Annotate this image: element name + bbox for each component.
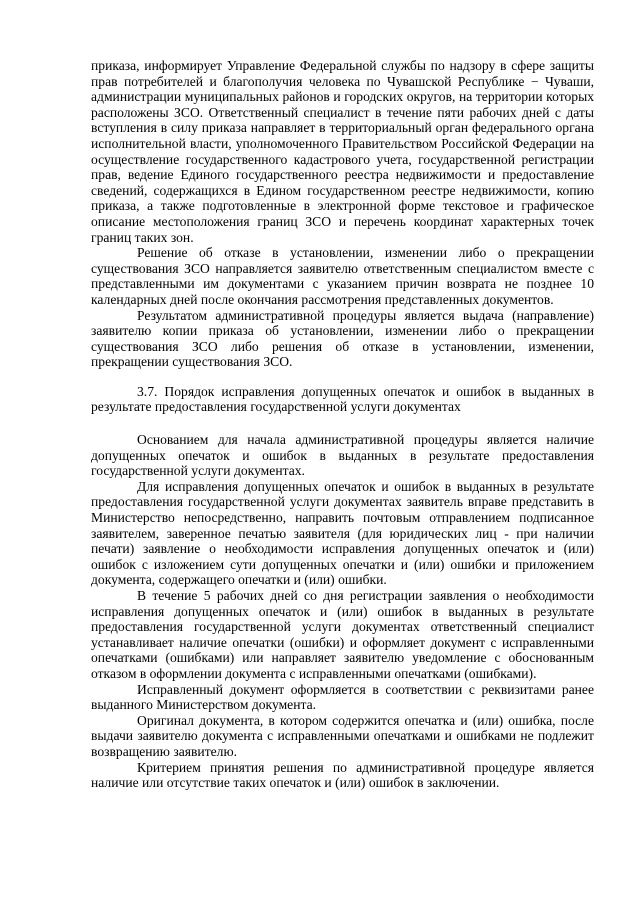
paragraph-decision-criterion: Критерием принятия решения по административной процедуре является наличие или отсутствие таких опечаток и (или) ошибок в заключении.: [91, 759, 594, 791]
paragraph-notification-of-authorities: приказа, информирует Управление Федеральной службы по надзору в сфере защиты прав потребителей и благополучия человека по Чувашской Республике − Чуваши, администрации муниципальных районов и городских округов, на территории которых расположены ЗСО. Ответственный специалист в течение пяти рабочих дней с даты вступления в силу приказа направляет в территориальный орган федерального органа исполнительной власти, уполномоченного Правительством Российской Федерации на осуществление государственного кадастрового учета, государственной регистрации прав, ведение Единого государственного реестра недвижимости и предоставление сведений, содержащихся в Едином государственном реестре недвижимости, копию приказа, а также подготовленные в электронной форме текстовое и графическое описание местоположения границ ЗСО и перечень координат характерных точек границ таких зон.: [91, 58, 594, 245]
paragraph-procedure-basis: Основанием для начала административной процедуры является наличие допущенных опечаток и ошибок в выданных в результате предоставления государственной услуги документах.: [91, 432, 594, 479]
paragraph-original-not-returned: Оригинал документа, в котором содержится опечатка и (или) ошибка, после выдачи заявителю документа с исправленными опечатками и ошибками не подлежит возвращению заявителю.: [91, 712, 594, 759]
paragraph-procedure-result: Результатом административной процедуры является выдача (направление) заявителю копии приказа об установлении, изменении либо о прекращении существования ЗСО либо решения об отказе в установлении, изменении, прекращении существования ЗСО.: [91, 307, 594, 370]
paragraph-corrected-document: Исправленный документ оформляется в соответствии с реквизитами ранее выданного Министерством документа.: [91, 681, 594, 713]
section-heading-3-7: 3.7. Порядок исправления допущенных опечаток и ошибок в выданных в результате предоставления государственной услуги документах: [91, 383, 594, 415]
paragraph-correction-request: Для исправления допущенных опечаток и ошибок в выданных в результате предоставления государственной услуги документах заявитель вправе представить в Министерство непосредственно, направить почтовым отправлением подписанное заявителем, заверенное печатью заявителя (для юридических лиц - при наличии печати) заявление о необходимости исправления допущенных опечаток и (или) ошибок с изложением сути допущенных опечатки и (или) ошибки и приложением документа, содержащего опечатки и (или) ошибки.: [91, 478, 594, 588]
document-page: [91, 58, 594, 791]
paragraph-correction-timeline: В течение 5 рабочих дней со дня регистрации заявления о необходимости исправления допущенных опечаток и (или) ошибок в выданных в результате предоставления государственной услуги документах ответственный специалист устанавливает наличие опечатки (ошибки) и оформляет документ с исправленными опечатками (ошибками) или направляет заявителю уведомление с обоснованным отказом в оформлении документа с исправленными опечатками (ошибками).: [91, 588, 594, 681]
paragraph-refusal-decision: Решение об отказе в установлении, изменении либо о прекращении существования ЗСО направляется заявителю ответственным специалистом вместе с представленными им документами с указанием причин возврата не позднее 10 календарных дней после окончания рассмотрения представленных документов.: [91, 245, 594, 307]
